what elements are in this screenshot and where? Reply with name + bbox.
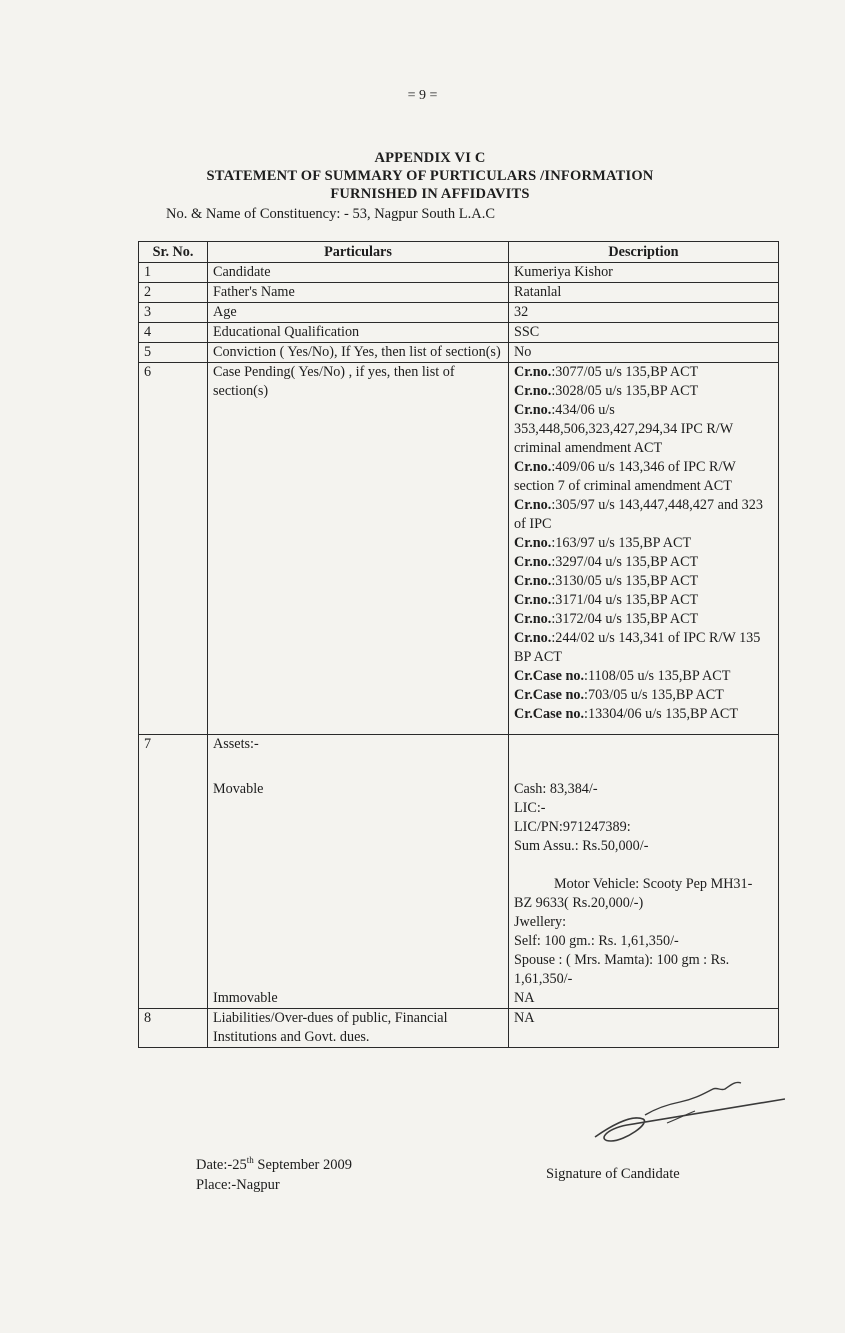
row-number: 5: [139, 343, 208, 363]
particulars-table: [138, 241, 779, 1048]
case-entry: Cr.no.:163/97 u/s 135,BP ACT: [514, 535, 692, 551]
row-number: 3: [139, 303, 208, 323]
table-row: [139, 735, 779, 1009]
case-list: [509, 363, 779, 735]
statement-subtitle: FURNISHED IN AFFIDAVITS: [330, 186, 530, 202]
assets-label: Assets:-: [213, 736, 259, 752]
row-particular: Liabilities/Over-dues of public, Financial Institutions and Govt. dues.: [208, 1009, 509, 1048]
case-entry: Cr.no.:3028/05 u/s 135,BP ACT: [514, 383, 699, 399]
cash-value: Cash: 83,384/-: [514, 781, 598, 797]
immovable-label: Immovable: [213, 990, 278, 1006]
row-description: NA: [509, 1009, 779, 1048]
table-row: [139, 283, 779, 303]
row-particular: Age: [208, 303, 509, 323]
row-particular: Candidate: [208, 263, 509, 283]
case-entry: Cr.Case no.:13304/06 u/s 135,BP ACT: [514, 706, 739, 722]
header-description: Description: [509, 242, 779, 263]
case-entry: Cr.no.:3077/05 u/s 135,BP ACT: [514, 364, 699, 380]
jewellery-label: Jwellery:: [514, 914, 567, 930]
movable-label: Movable: [213, 781, 264, 797]
case-entry: Cr.no.:244/02 u/s 143,341 of IPC R/W 135 BP ACT: [514, 630, 761, 665]
table-row: [139, 363, 779, 735]
row-particular: Case Pending( Yes/No) , if yes, then list of section(s): [208, 363, 509, 735]
table-row: [139, 1009, 779, 1048]
table-row: [139, 303, 779, 323]
table-header-row: [139, 242, 779, 263]
date-line: Date:-25th September 2009: [196, 1155, 353, 1173]
jewellery-spouse: Spouse : ( Mrs. Mamta): 100 gm : Rs. 1,61,350/-: [514, 952, 730, 987]
signature-label: Signature of Candidate: [546, 1166, 680, 1182]
appendix-title: APPENDIX VI C: [374, 150, 486, 166]
table-row: [139, 343, 779, 363]
row-description: Ratanlal: [509, 283, 779, 303]
row-number: 4: [139, 323, 208, 343]
case-entry: Cr.no.:3130/05 u/s 135,BP ACT: [514, 573, 699, 589]
constituency-line: No. & Name of Constituency: - 53, Nagpur South L.A.C: [166, 206, 496, 222]
row-description: SSC: [509, 323, 779, 343]
lic-policy: LIC/PN:971247389:: [514, 819, 631, 835]
assets-description: [509, 735, 779, 1009]
case-entry: Cr.Case no.:1108/05 u/s 135,BP ACT: [514, 668, 731, 684]
immovable-value: NA: [514, 990, 535, 1006]
case-entry: Cr.Case no.:703/05 u/s 135,BP ACT: [514, 687, 724, 703]
signature-mark: [585, 1075, 785, 1155]
lic-label: LIC:-: [514, 800, 546, 816]
case-entry: Cr.no.:3172/04 u/s 135,BP ACT: [514, 611, 699, 627]
assets-particulars: [208, 735, 509, 1009]
sum-assured: Sum Assu.: Rs.50,000/-: [514, 838, 649, 854]
date-place-block: [196, 1150, 352, 1195]
jewellery-self: Self: 100 gm.: Rs. 1,61,350/-: [514, 933, 679, 949]
place-line: Place:-Nagpur: [196, 1176, 280, 1193]
motor-vehicle: Motor Vehicle: Scooty Pep MH31- BZ 9633( Rs.20,000/-): [514, 876, 753, 911]
row-particular: Conviction ( Yes/No), If Yes, then list of section(s): [208, 343, 509, 363]
row-description: Kumeriya Kishor: [509, 263, 779, 283]
header-sr-no: Sr. No.: [139, 242, 208, 263]
row-number: 2: [139, 283, 208, 303]
row-particular: Father's Name: [208, 283, 509, 303]
page-number: = 9 =: [407, 88, 438, 103]
case-entry: Cr.no.:3297/04 u/s 135,BP ACT: [514, 554, 699, 570]
case-entry: Cr.no.:305/97 u/s 143,447,448,427 and 323 of IPC: [514, 497, 763, 532]
row-number: 7: [139, 735, 208, 1009]
header-particulars: Particulars: [208, 242, 509, 263]
table-row: [139, 263, 779, 283]
row-description: No: [509, 343, 779, 363]
row-number: 8: [139, 1009, 208, 1048]
row-particular: Educational Qualification: [208, 323, 509, 343]
row-number: 1: [139, 263, 208, 283]
table-row: [139, 323, 779, 343]
case-entry: Cr.no.:409/06 u/s 143,346 of IPC R/W section 7 of criminal amendment ACT: [514, 459, 736, 494]
row-number: 6: [139, 363, 208, 735]
row-description: 32: [509, 303, 779, 323]
case-entry: Cr.no.:434/06 u/s 353,448,506,323,427,294,34 IPC R/W criminal amendment ACT: [514, 402, 733, 456]
statement-title: STATEMENT OF SUMMARY OF PURTICULARS /INFORMATION: [206, 168, 654, 184]
case-entry: Cr.no.:3171/04 u/s 135,BP ACT: [514, 592, 699, 608]
